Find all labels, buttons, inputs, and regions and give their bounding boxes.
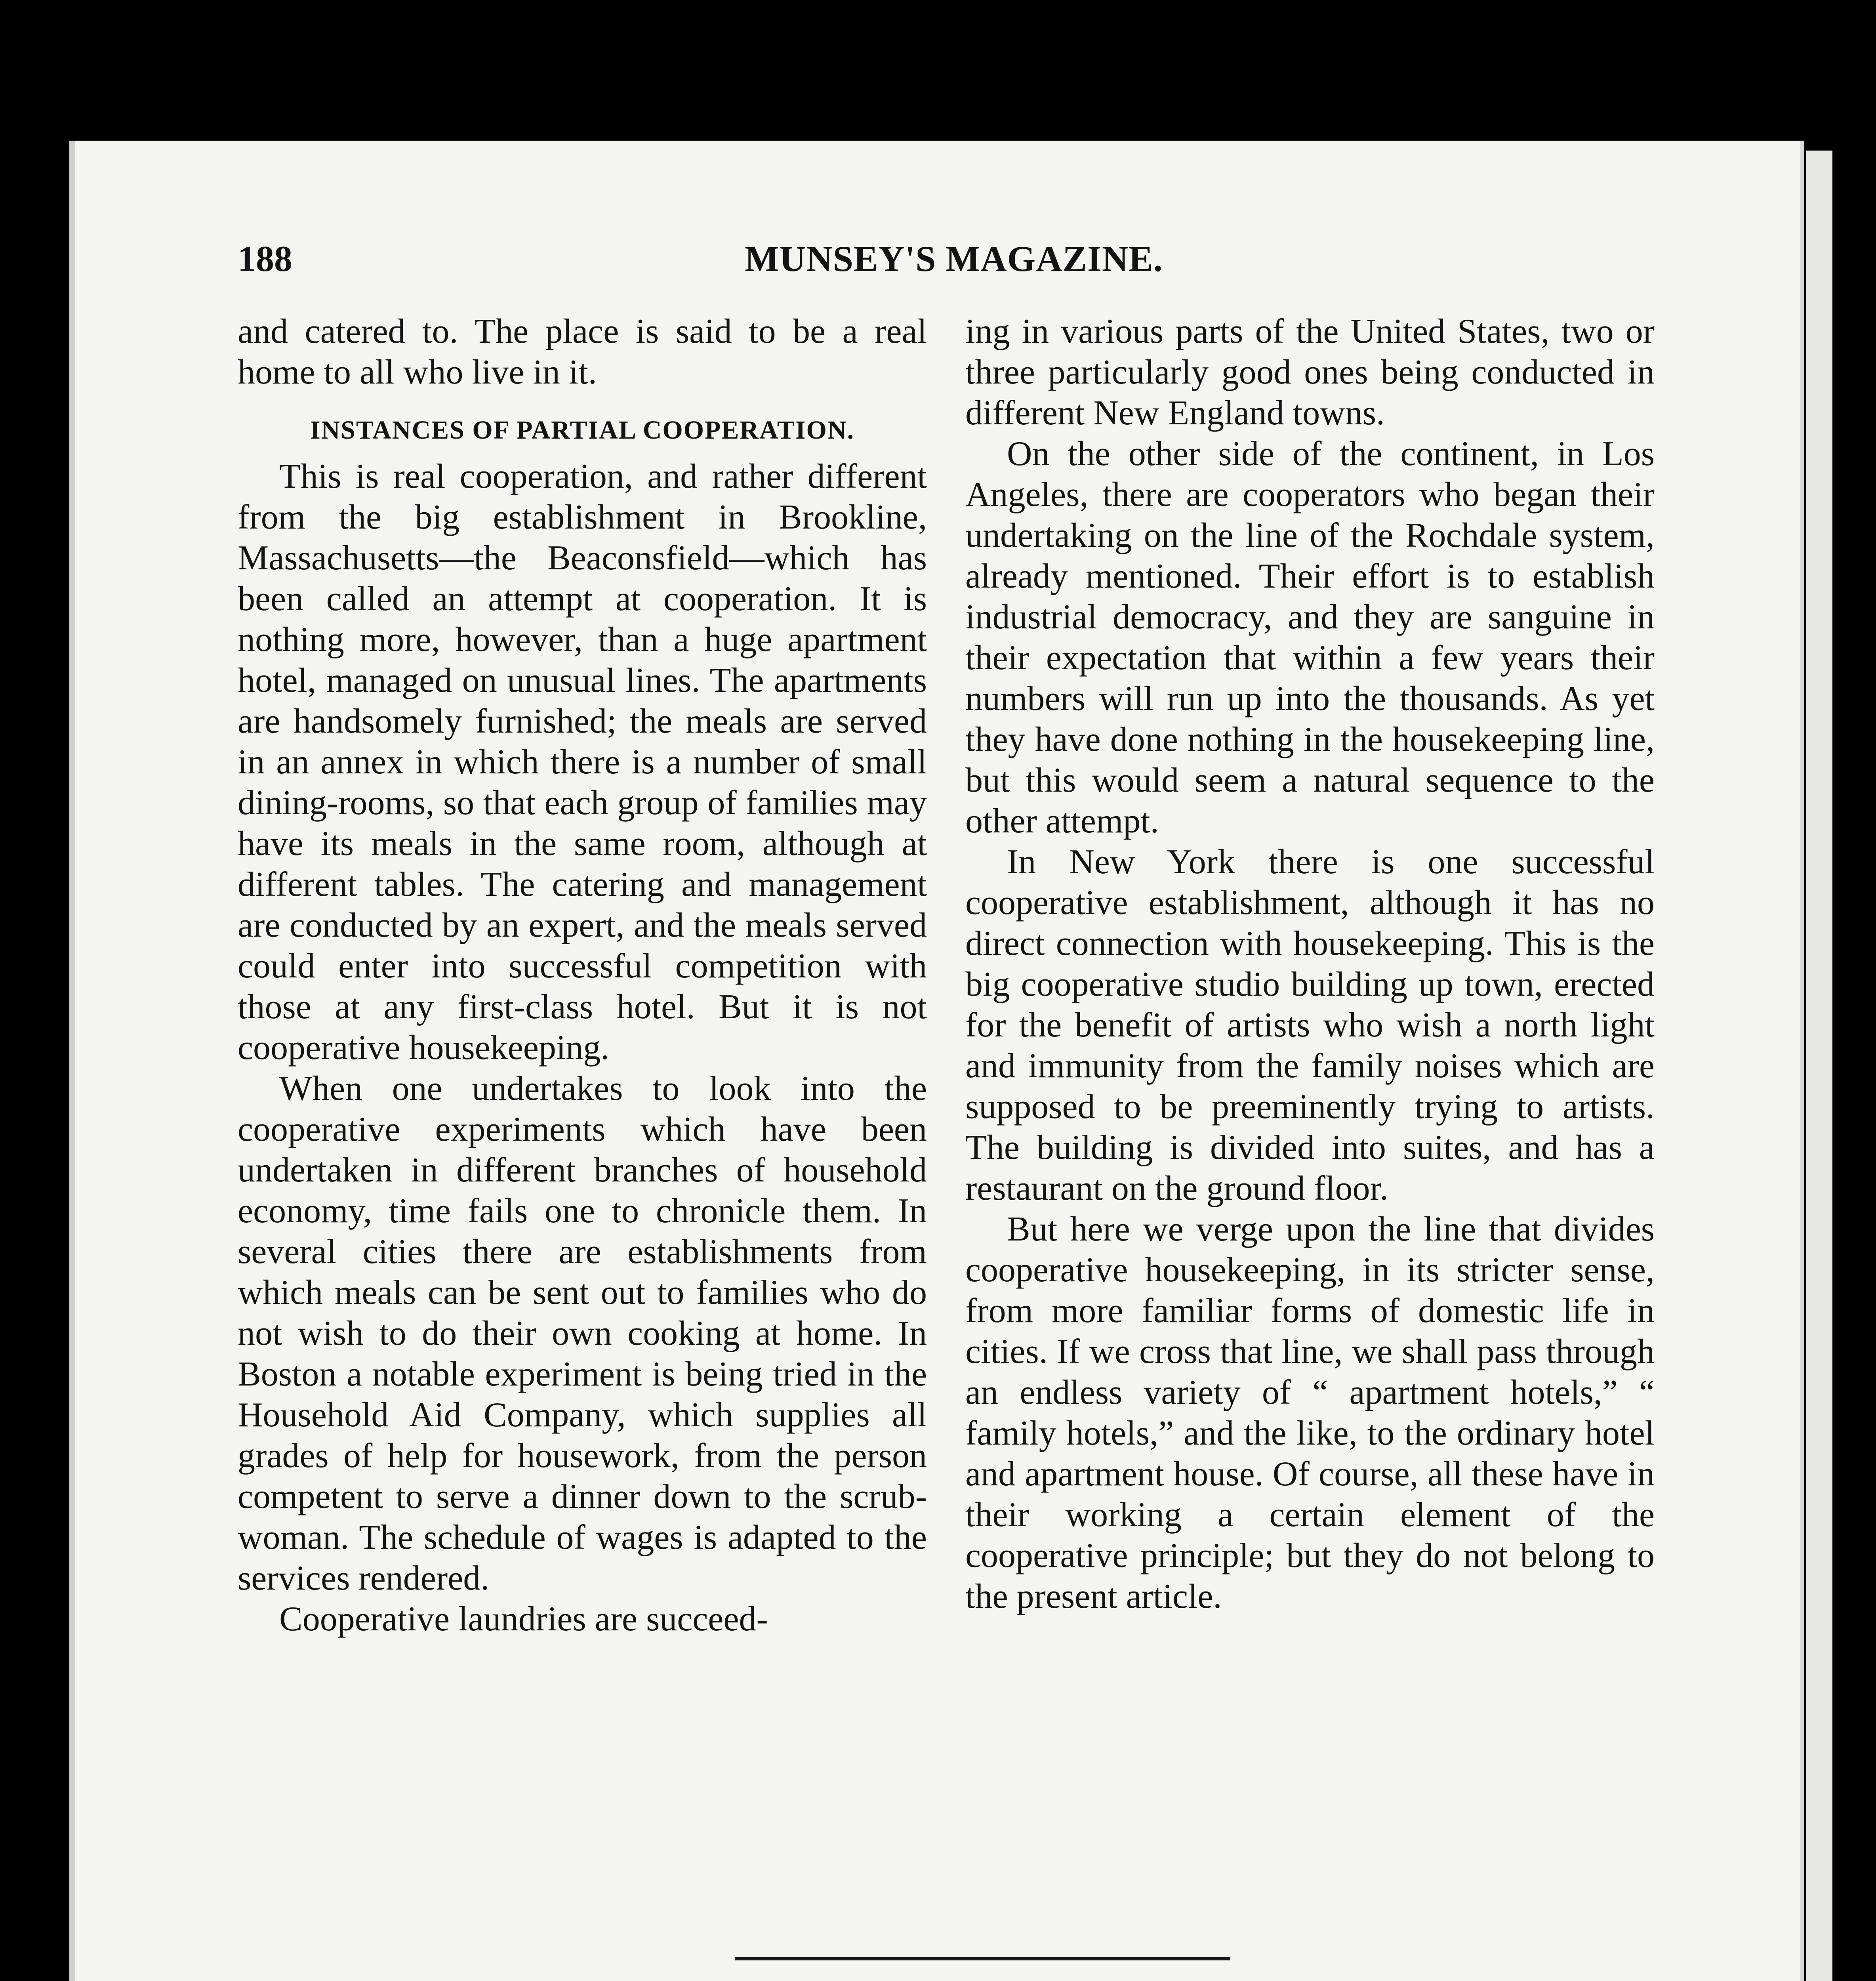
paragraph: Cooperative laundries are succeed-: [279, 1600, 768, 1638]
page-number: 188: [238, 239, 292, 279]
adjacent-page-edge: [1806, 151, 1832, 1981]
section-heading: INSTANCES OF PARTIAL COOPERATION.: [310, 416, 855, 445]
paragraph: and catered to. The place is said to be a real home to all who live in it.: [238, 312, 927, 391]
paragraph: In New York there is one successful cooperative establishment, although it has no direct connection with housekeeping. This is the big cooperative studio building up town, erected for the benefit of artists who wish a north light and immunity from the family noises which are supposed to be preeminently trying to artists. The building is divided into suites, and has a restaurant on the ground floor.: [965, 843, 1655, 1208]
paragraph: ing in various parts of the United States, two or three particularly good ones being conducted in different New England towns.: [965, 312, 1655, 432]
paragraph: This is real cooperation, and rather different from the big establishment in Brookline, Massachusetts—the Beaconsfield—which has been called an attempt at cooperation. It is nothing more, however, than a huge apartment hotel, managed on unusual lines. The apartments are handsomely furnished; the meals are served in an annex in which there is a number of small dining-rooms, so that each group of families may have its meals in the same room, although at different tables. The catering and management are conducted by an expert, and the meals served could enter into successful competition with those at any first-class hotel. But it is not cooperative housekeeping.: [238, 457, 927, 1067]
magazine-page: [69, 141, 1804, 1981]
left-text-column: [238, 311, 927, 1639]
right-text-column: [965, 311, 1655, 1617]
paragraph: When one undertakes to look into the cooperative experiments which have been undertaken in different branches of household economy, time fails one to chronicle them. In several cities there are establishments from which meals can be sent out to families who do not wish to do their own cooking at home. In Boston a notable experiment is being tried in the Household Aid Company, which supplies all grades of help for housework, from the person competent to serve a dinner down to the scrub-woman. The schedule of wages is adapted to the services rendered.: [238, 1069, 927, 1597]
running-head: MUNSEY'S MAGAZINE.: [745, 239, 1163, 279]
paragraph: On the other side of the continent, in Los Angeles, there are cooperators who began their undertaking on the line of the Rochdale system, already mentioned. Their effort is to establish industrial democracy, and they are sanguine in their expectation that within a few years their numbers will run up into the thousands. As yet they have done nothing in the housekeeping line, but this would seem a natural sequence to the other attempt.: [965, 435, 1655, 840]
paragraph: But here we verge upon the line that divides cooperative housekeeping, in its stricter sense, from more familiar forms of domestic life in cities. If we cross that line, we shall pass through an endless variety of “ apartment hotels,” “ family hotels,” and the like, to the ordinary hotel and apartment house. Of course, all these have in their working a certain element of the cooperative principle; but they do not belong to the present article.: [965, 1210, 1655, 1616]
section-divider: [735, 1957, 1230, 1960]
